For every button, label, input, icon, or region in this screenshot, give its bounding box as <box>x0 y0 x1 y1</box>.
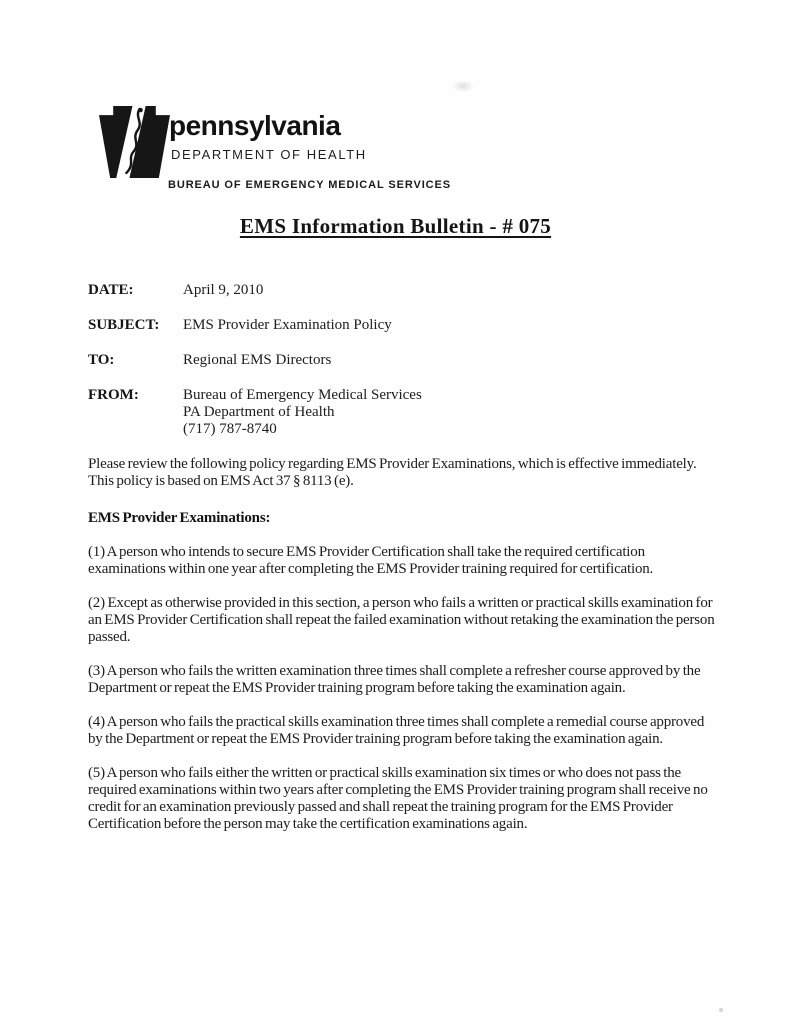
policy-item-3: (3) A person who fails the written examination three times shall complete a refresher course approved by the Department or repeat the EMS Provider training program before taking the examination again. <box>88 663 701 696</box>
memo-field-value: April 9, 2010 <box>183 282 264 298</box>
memo-field-subject <box>88 317 728 334</box>
memo-field-label: TO: <box>88 352 115 368</box>
from-line: PA Department of Health <box>183 404 335 420</box>
policy-item-1: (1) A person who intends to secure EMS Provider Certification shall take the required certification examinations within one year after completing the EMS Provider training required for certification. <box>88 544 654 577</box>
document-body <box>88 456 718 850</box>
policy-item-4: (4) A person who fails the practical skills examination three times shall complete a remedial course approved by the Department or repeat the EMS Provider training program before taking the examination again. <box>88 714 705 747</box>
section-heading: EMS Provider Examinations: <box>88 510 271 526</box>
memo-field-label: SUBJECT: <box>88 317 160 333</box>
memo-field-label: DATE: <box>88 282 134 298</box>
bulletin-title: EMS Information Bulletin - # 075 <box>239 214 552 238</box>
memo-field-value <box>183 387 422 438</box>
scan-artifact <box>452 80 474 92</box>
scan-artifact <box>719 1008 723 1012</box>
policy-item-2: (2) Except as otherwise provided in this section, a person who fails a written or practical skills examination for an EMS Provider Certification shall repeat the failed examination without retaking the examination the person passed. <box>88 595 715 645</box>
from-line: Bureau of Emergency Medical Services <box>183 387 422 403</box>
brand-name: pennsylvania <box>169 110 341 141</box>
memo-field-value: EMS Provider Examination Policy <box>183 317 392 333</box>
policy-item-5: (5) A person who fails either the written or practical skills examination six times or who does not pass the required examinations within two years after completing the EMS Provider training program shall receive no credit for an examination previously passed and shall repeat the training program for the EMS Provider Certification before the person may take the certification examinations again. <box>88 765 708 832</box>
memo-field-label: FROM: <box>88 387 139 403</box>
from-line: (717) 787-8740 <box>183 421 277 437</box>
bureau-name: BUREAU OF EMERGENCY MEDICAL SERVICES <box>168 179 451 191</box>
memo-field-from <box>88 387 728 438</box>
department-name: DEPARTMENT OF HEALTH <box>171 147 367 162</box>
memo-field-value: Regional EMS Directors <box>183 352 332 368</box>
memo-field-to <box>88 352 728 369</box>
intro-paragraph: Please review the following policy regarding EMS Provider Examinations, which is effective immediately. This policy is based on EMS Act 37 § 8113 (e). <box>88 456 697 489</box>
pa-keystone-logo-icon <box>99 106 170 178</box>
memo-field-date <box>88 282 728 299</box>
